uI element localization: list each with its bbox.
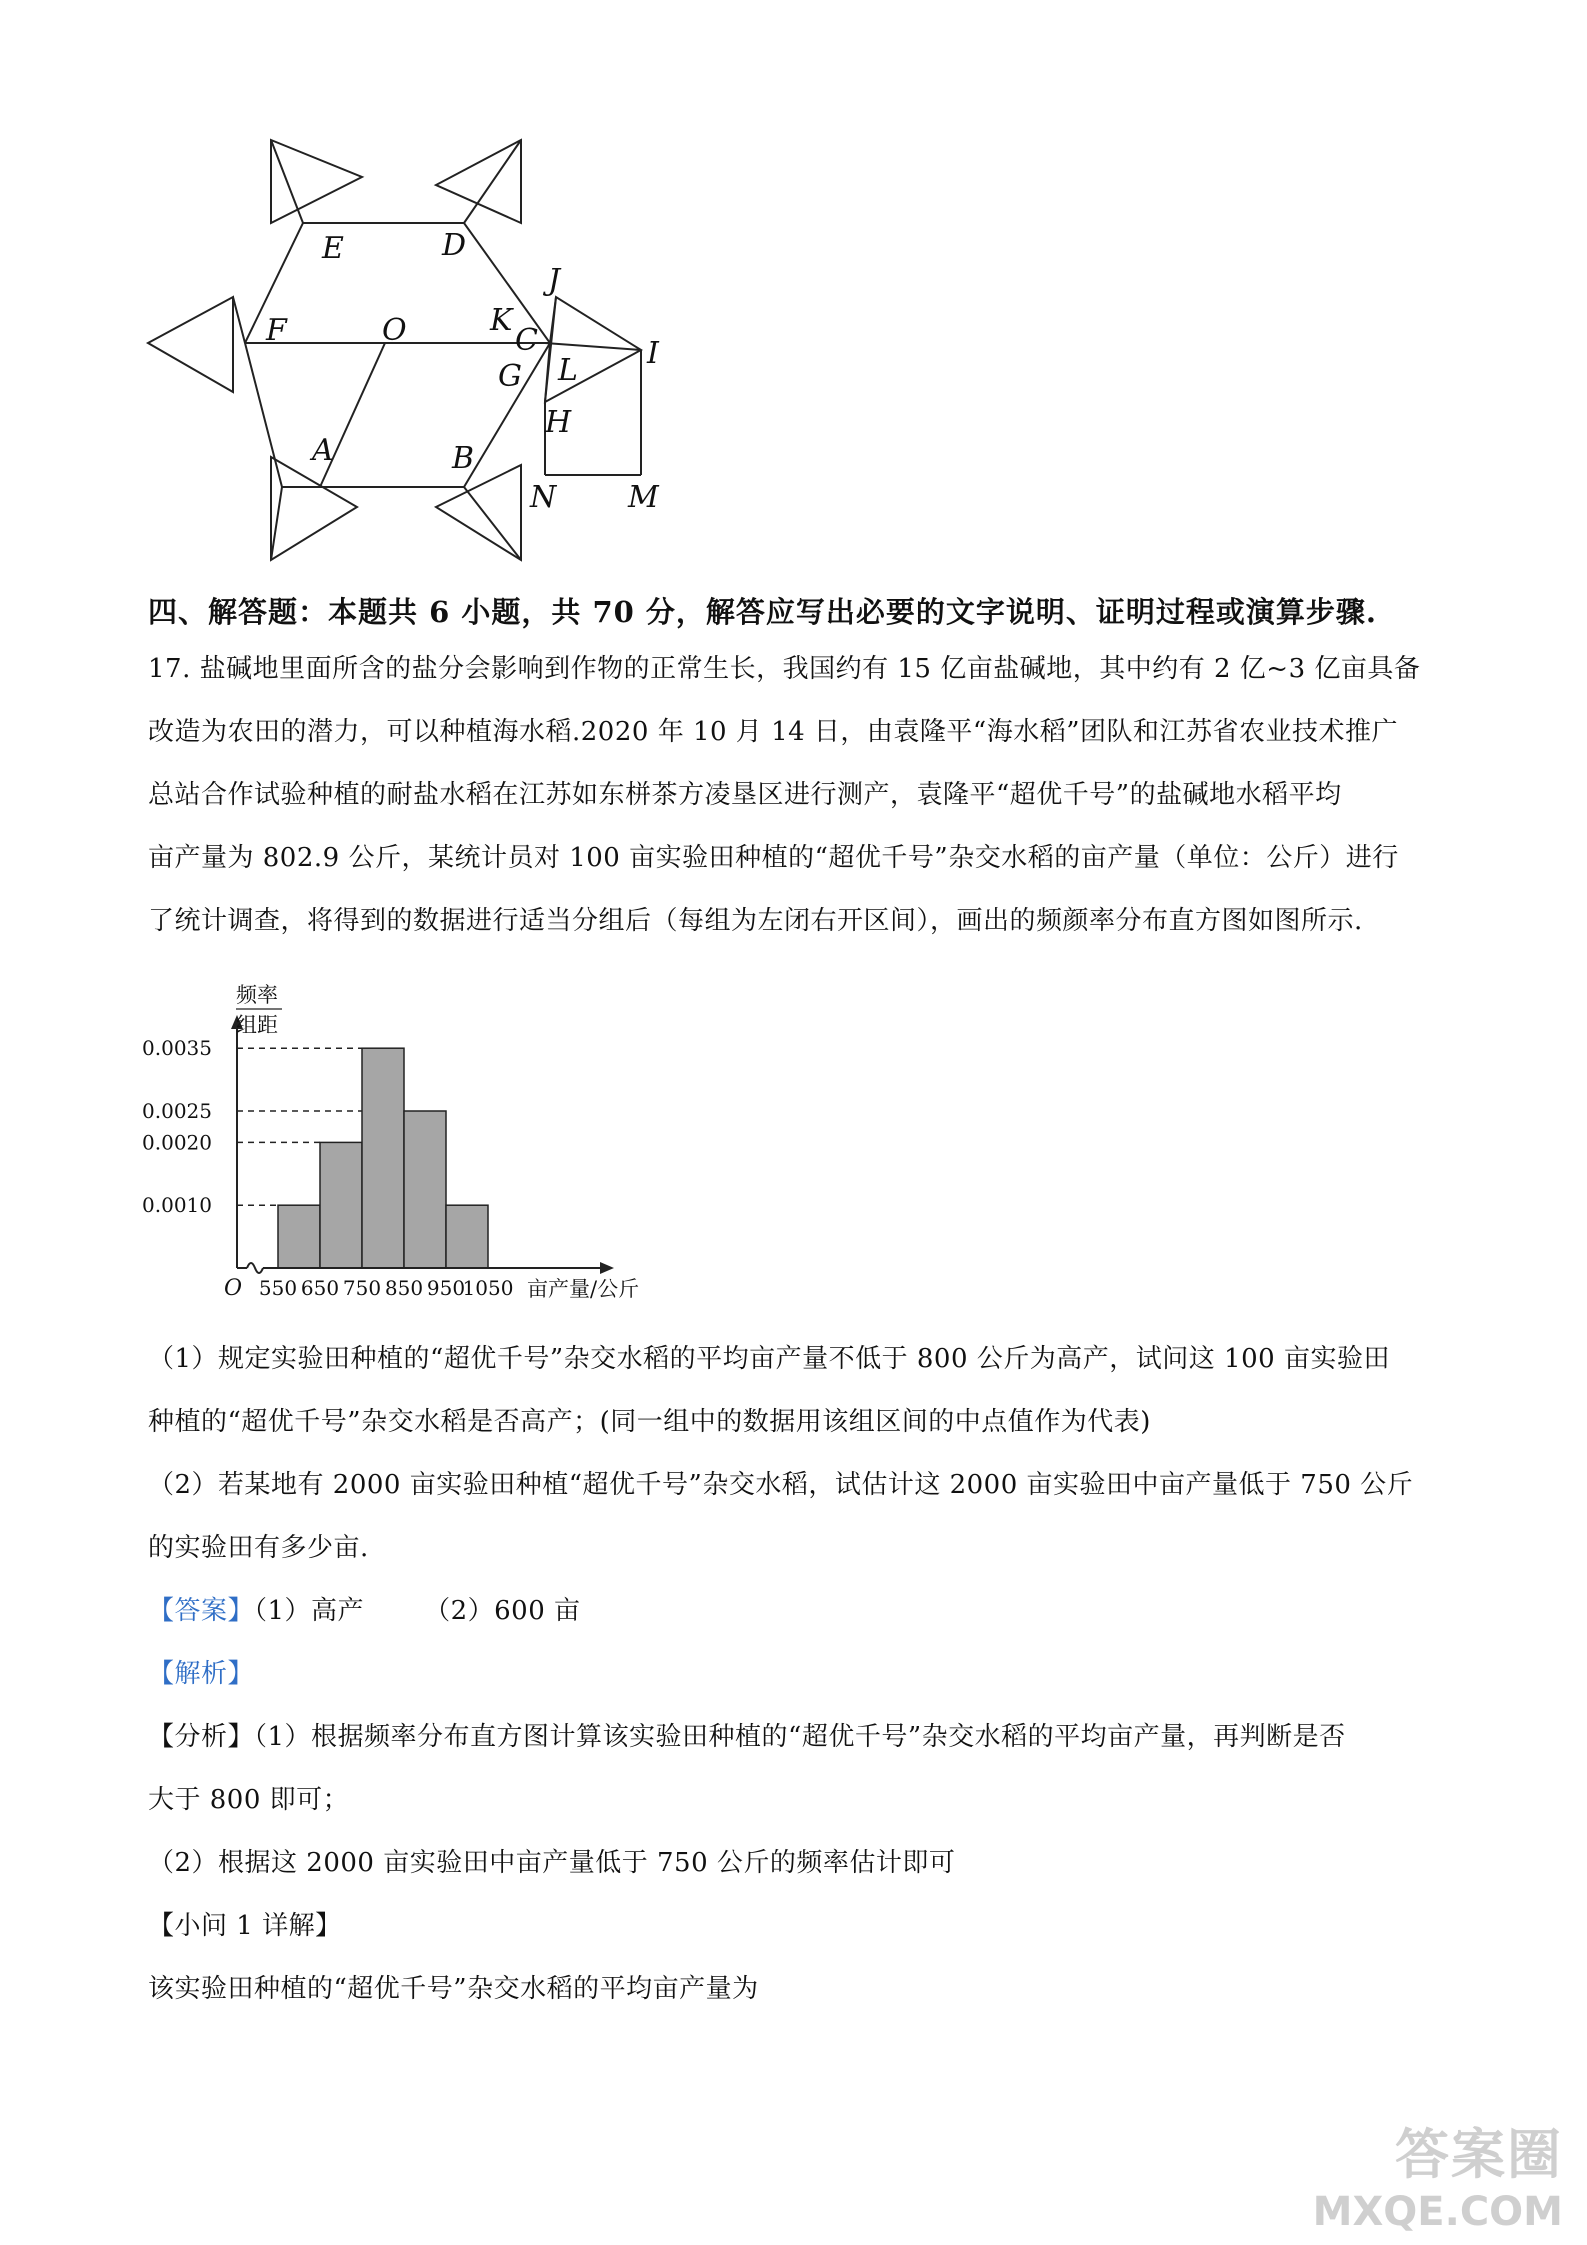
analysis-line: 【分析】（1）根据频率分布直方图计算该实验田种植的“超优千号”杂交水稻的平均亩产量，再判断是否: [148, 1722, 1346, 1752]
part1-line: （1）规定实验田种植的“超优千号”杂交水稻的平均亩产量不低于 800 公斤为高产，试问这 100 亩实验田: [148, 1344, 1390, 1374]
watermark-logo: 答案圈: [1395, 2123, 1563, 2186]
analysis-tag: 【解析】: [148, 1659, 255, 1689]
question-line: 了统计调查，将得到的数据进行适当分组后（每组为左闭右开区间），画出的频颜率分布直方图如图所示.: [148, 906, 1363, 936]
label-J: J: [548, 263, 561, 298]
y-axis-label-bottom: 组距: [236, 1013, 278, 1037]
analysis-line: 大于 800 即可；: [148, 1785, 350, 1815]
x-axis-label: 亩产量/公斤: [527, 1277, 640, 1301]
y-tick-label: 0.0020: [142, 1130, 212, 1155]
label-L: L: [558, 353, 578, 388]
label-E: E: [322, 231, 344, 266]
question-line: 17. 盐碱地里面所含的盐分会影响到作物的正常生长，我国约有 15 亿亩盐碱地，其中约有 2 亿~3 亿亩具备: [148, 654, 1421, 684]
label-A: A: [312, 433, 334, 468]
x-tick-label: 1050: [462, 1276, 514, 1300]
histogram-bar: [320, 1142, 362, 1268]
origin-label: O: [224, 1276, 243, 1301]
watermark: [1313, 2112, 1563, 2235]
y-axis-label-top: 频率: [236, 983, 278, 1007]
label-I: I: [647, 336, 659, 371]
answer-part2: （2）600 亩: [424, 1596, 581, 1626]
histogram-bar: [404, 1111, 446, 1268]
axis-break: [247, 1263, 263, 1273]
question-line: 改造为农田的潜力，可以种植海水稻.2020 年 10 月 14 日，由袁隆平“海水稻”团队和江苏省农业技术推广: [148, 717, 1399, 747]
question-line: 亩产量为 802.9 公斤，某统计员对 100 亩实验田种植的“超优千号”杂交水稻的亩产量（单位：公斤）进行: [148, 843, 1399, 873]
label-H: H: [545, 405, 572, 440]
x-tick-label: 750: [342, 1276, 382, 1300]
analysis-line: 【小问 1 详解】: [148, 1911, 342, 1941]
label-C: C: [515, 323, 538, 358]
label-O: O: [382, 313, 407, 348]
label-B: B: [452, 441, 475, 476]
label-N: N: [530, 480, 557, 515]
y-tick-label: 0.0010: [142, 1193, 212, 1218]
answer-tag: 【答案】: [148, 1596, 255, 1626]
analysis-line: 该实验田种植的“超优千号”杂交水稻的平均亩产量为: [148, 1974, 759, 2004]
analysis-line: （2）根据这 2000 亩实验田中亩产量低于 750 公斤的频率估计即可: [148, 1848, 956, 1878]
question-line: 总站合作试验种植的耐盐水稻在江苏如东栟茶方凌垦区进行测产，袁隆平“超优千号”的盐碱地水稻平均: [148, 780, 1342, 810]
histogram-bar: [278, 1205, 320, 1268]
label-F: F: [266, 313, 287, 348]
part2-line: （2）若某地有 2000 亩实验田种植“超优千号”杂交水稻，试估计这 2000 亩实验田中亩产量低于 750 公斤: [148, 1470, 1414, 1500]
x-tick-label: 650: [300, 1276, 340, 1300]
geometry-figure: [140, 130, 700, 570]
label-D: D: [442, 228, 467, 263]
histogram-chart: [140, 970, 680, 1310]
x-axis-arrow: [600, 1262, 614, 1274]
x-tick-label: 950: [426, 1276, 466, 1300]
answer-line: [148, 1593, 581, 1629]
part2-line: 的实验田有多少亩.: [148, 1533, 369, 1563]
label-K: K: [490, 303, 513, 338]
x-tick-label: 850: [384, 1276, 424, 1300]
answer-part1: （1）高产: [254, 1596, 365, 1626]
label-M: M: [628, 480, 659, 515]
y-tick-label: 0.0025: [142, 1099, 212, 1123]
part1-line: 种植的“超优千号”杂交水稻是否高产；(同一组中的数据用该组区间的中点值作为代表): [148, 1407, 1151, 1437]
histogram-bar: [446, 1205, 488, 1268]
hexagon: [245, 223, 550, 487]
histogram-bar: [362, 1048, 404, 1268]
y-tick-label: 0.0035: [142, 1036, 212, 1061]
section-heading: 四、解答题：本题共 6 小题，共 70 分，解答应写出必要的文字说明、证明过程或演算步骤.: [148, 595, 1378, 629]
watermark-url: MXQE.COM: [1312, 2189, 1563, 2235]
label-G: G: [498, 359, 522, 394]
x-tick-label: 550: [258, 1276, 298, 1300]
